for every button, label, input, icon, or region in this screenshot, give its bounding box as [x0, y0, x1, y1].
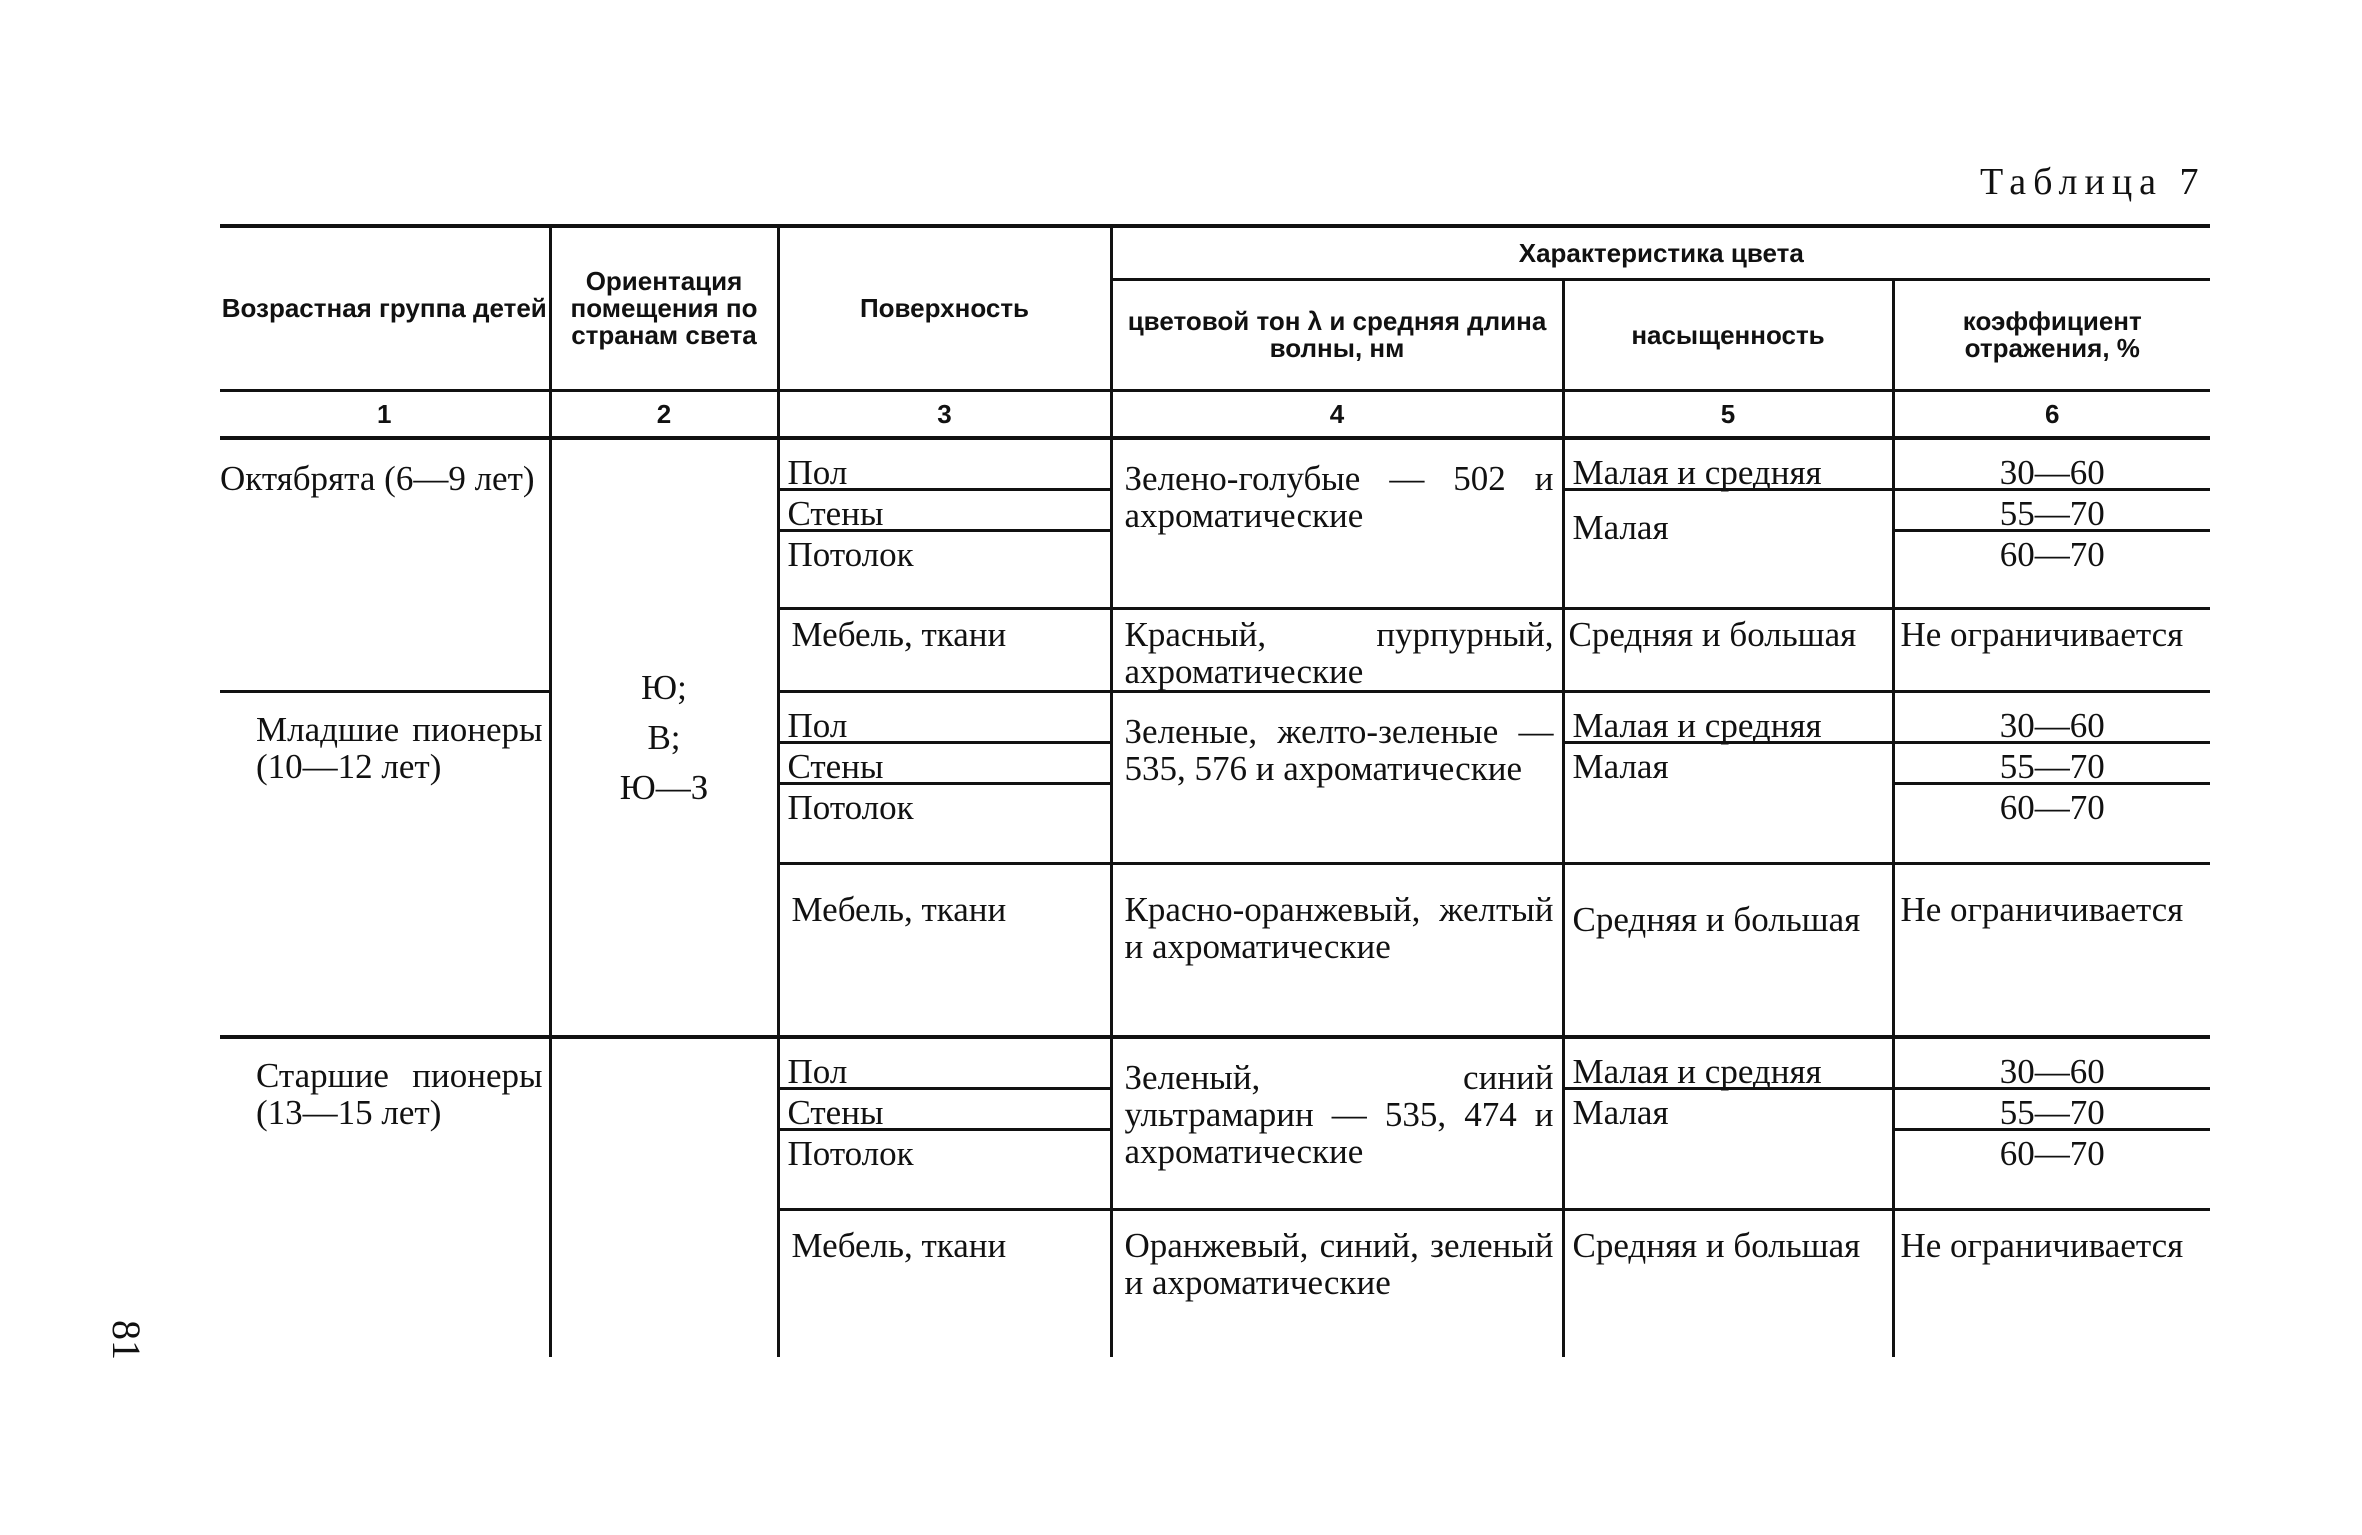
furniture-reflection: Не ограничивается: [1893, 1209, 2210, 1357]
surface-item: Потолок: [787, 535, 914, 574]
orientation-value: Ю;: [641, 667, 687, 707]
table-caption: Таблица 7: [1980, 161, 2206, 203]
age-group-cell: Младшие пионеры (10—12 лет): [220, 691, 550, 1037]
saturation-list: [1563, 438, 1893, 608]
age-group-cell: Старшие пионеры (13—15 лет): [220, 1037, 550, 1357]
saturation-item: Малая и средняя: [1565, 703, 1892, 744]
orientation-value: Ю—З: [619, 767, 709, 807]
page-number: 81: [104, 1320, 149, 1360]
furniture-hue: Красный, пурпурный, ахроматические: [1111, 608, 1563, 691]
surface-item: Пол: [780, 450, 1110, 491]
furniture-hue: Оранжевый, синий, зеленый и ахроматические: [1111, 1209, 1563, 1357]
orientation-cell: [550, 438, 778, 1037]
saturation-item: Малая: [1572, 1093, 1669, 1132]
reflection-item: 55—70: [1895, 491, 2211, 532]
header-surface: Поверхность: [778, 226, 1111, 391]
surface-item: Стены: [780, 744, 1110, 785]
surface-list: [778, 438, 1111, 608]
saturation-item: Малая: [1572, 746, 1669, 786]
header-age-group: Возрастная группа детей: [220, 226, 550, 391]
reflection-item: 55—70: [1895, 744, 2211, 785]
column-number: 4: [1111, 391, 1563, 439]
surface-list: [778, 1037, 1111, 1209]
orientation-empty-cell: [550, 1037, 778, 1357]
furniture-saturation: Средняя и большая: [1563, 1209, 1893, 1357]
reflection-item: 55—70: [1895, 1090, 2211, 1131]
saturation-list: [1563, 1037, 1893, 1209]
saturation-item: Малая: [1572, 508, 1669, 547]
column-number: 2: [550, 391, 778, 439]
saturation-item: Малая и средняя: [1565, 450, 1892, 491]
furniture-reflection: Не ограничивается: [1893, 608, 2210, 691]
furniture-hue: Красно-оранжевый, желтый и ахроматические: [1111, 863, 1563, 1037]
furniture-surface: Мебель, ткани: [778, 608, 1111, 691]
furniture-surface: Мебель, ткани: [778, 863, 1111, 1037]
surface-item: Стены: [780, 1090, 1110, 1131]
header-reflection: коэффициент отражения, %: [1893, 280, 2210, 391]
reflection-item: 30—60: [1895, 450, 2211, 491]
surface-item: Стены: [780, 491, 1110, 532]
saturation-list: [1563, 691, 1893, 863]
reflection-item: 30—60: [1895, 1049, 2211, 1090]
reflection-item: 60—70: [1999, 535, 2105, 574]
furniture-reflection: Не ограничивается: [1893, 863, 2210, 1037]
header-saturation: насыщенность: [1563, 280, 1893, 391]
color-characteristics-table: [220, 224, 2210, 1357]
surface-item: Пол: [780, 1049, 1110, 1090]
surface-list: [778, 691, 1111, 863]
column-number: 6: [1893, 391, 2210, 439]
furniture-surface: Мебель, ткани: [778, 1209, 1111, 1357]
reflection-list: [1893, 1037, 2210, 1209]
column-number: 3: [778, 391, 1111, 439]
column-number: 1: [220, 391, 550, 439]
reflection-item: 30—60: [1895, 703, 2211, 744]
reflection-list: [1893, 438, 2210, 608]
surface-item: Потолок: [787, 787, 914, 827]
age-group-cell: Октябрята (6—9 лет): [220, 438, 550, 691]
orientation-value: В;: [647, 717, 681, 757]
header-color-characteristic: Характеристика цвета: [1111, 226, 2210, 280]
header-orientation: Ориентация помещения по странам света: [550, 226, 778, 391]
furniture-saturation: Средняя и большая: [1563, 608, 1893, 691]
hue-cell: Зеленые, желто-зеленые — 535, 576 и ахроматические: [1111, 691, 1563, 863]
furniture-saturation: Средняя и большая: [1563, 863, 1893, 1037]
reflection-list: [1893, 691, 2210, 863]
hue-cell: Зеленый, синий ультрамарин — 535, 474 и ахроматические: [1111, 1037, 1563, 1209]
reflection-item: 60—70: [1999, 1134, 2105, 1173]
hue-cell: Зелено-голубые — 502 и ахроматические: [1111, 438, 1563, 608]
surface-item: Потолок: [787, 1134, 914, 1173]
reflection-item: 60—70: [1999, 787, 2105, 827]
surface-item: Пол: [780, 703, 1110, 744]
saturation-item: Малая и средняя: [1565, 1049, 1892, 1090]
column-number: 5: [1563, 391, 1893, 439]
header-hue: цветовой тон λ и средняя длина волны, нм: [1111, 280, 1563, 391]
